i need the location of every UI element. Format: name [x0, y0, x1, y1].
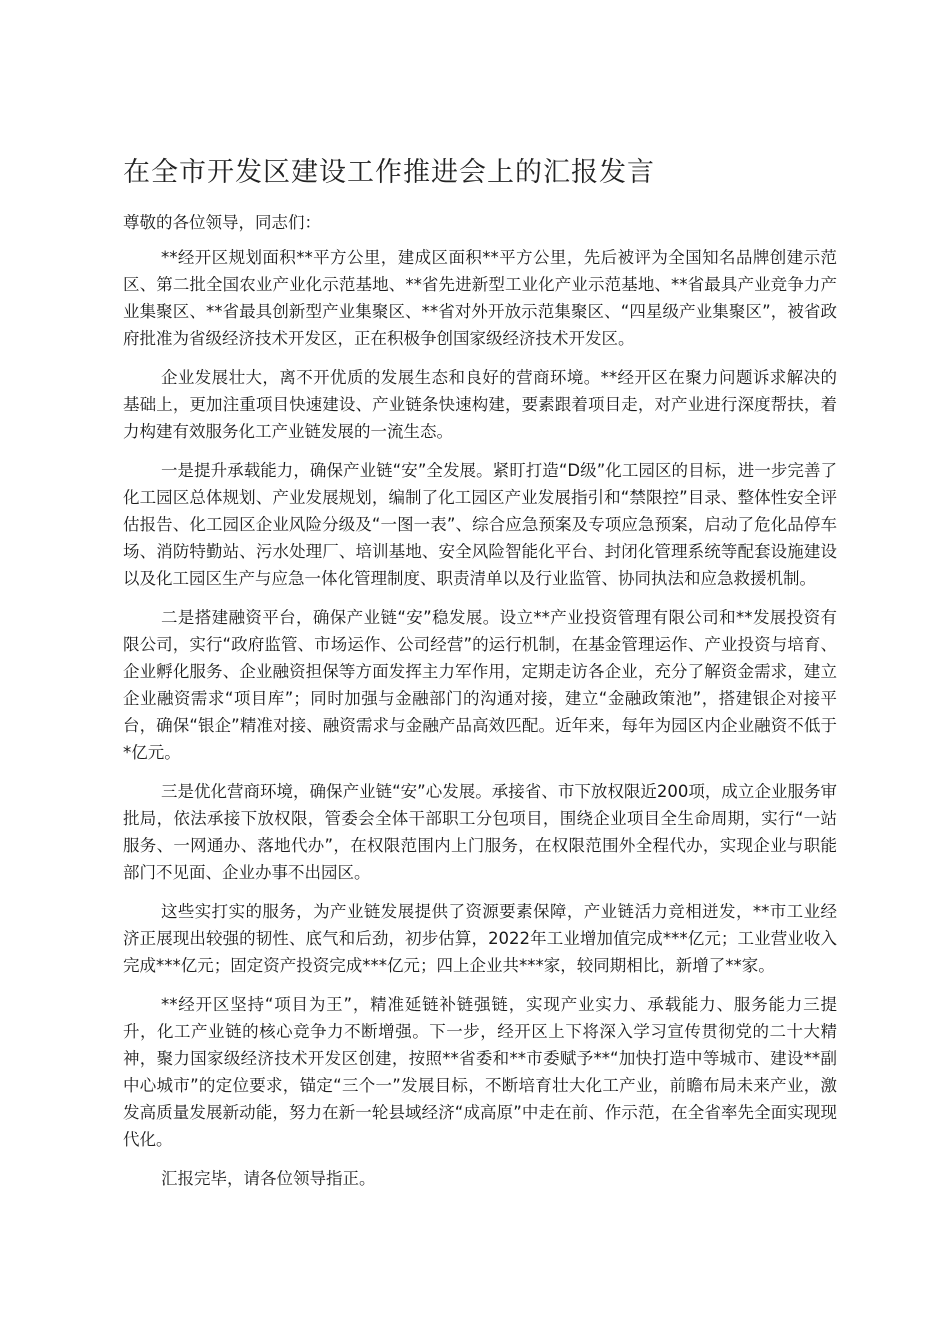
- paragraph-capacity: 一是提升承载能力，确保产业链“安”全发展。紧盯打造“D级”化工园区的目标，进一步完善了化工园区总体规划、产业发展规划，编制了化工园区产业发展指引和“禁限控”目录、整体性安全评估报告、化工园区企业风险分级及“一图一表”、综合应急预案及专项应急预案，启动了危化品停车场、消防特勤站、污水处理厂、培训基地、安全风险智能化平台、封闭化管理系统等配套设施建设以及化工园区生产与应急一体化管理制度、职责清单以及行业监管、协同执法和应急救援机制。: [123, 461, 837, 588]
- document-body: [123, 244, 837, 1204]
- paragraph-closing: 汇报完毕，请各位领导指正。: [160, 1169, 376, 1188]
- salutation: 尊敬的各位领导，同志们：: [123, 213, 321, 232]
- document-title: 在全市开发区建设工作推进会上的汇报发言: [123, 157, 655, 188]
- paragraph-results: 这些实打实的服务，为产业链发展提供了资源要素保障，产业链活力竞相迸发，**市工业经济正展现出较强的韧性、底气和后劲，初步估算，2022年工业增加值完成***亿元；工业营业收入完成***亿元；固定资产投资完成***亿元；四上企业共***家，较同期相比，新增了**家。: [123, 902, 837, 975]
- paragraph-ecology: 企业发展壮大，离不开优质的发展生态和良好的营商环境。**经开区在聚力问题诉求解决的基础上，更加注重项目快速建设、产业链条快速构建，要素跟着项目走，对产业进行深度帮扶，着力构建有效服务化工产业链发展的一流生态。: [123, 368, 837, 441]
- paragraph-financing: 二是搭建融资平台，确保产业链“安”稳发展。设立**产业投资管理有限公司和**发展投资有限公司，实行“政府监管、市场运作、公司经营”的运行机制，在基金管理运作、产业投资与培育、企业孵化服务、企业融资担保等方面发挥主力军作用，定期走访各企业，充分了解资金需求，建立企业融资需求“项目库”；同时加强与金融部门的沟通对接，建立“金融政策池”，搭建银企对接平台，确保“银企”精准对接、融资需求与金融产品高效匹配。近年来，每年为园区内企业融资不低于*亿元。: [123, 608, 837, 762]
- paragraph-business-environment: 三是优化营商环境，确保产业链“安”心发展。承接省、市下放权限近200项，成立企业服务审批局，依法承接下放权限，管委会全体干部职工分包项目，围绕企业项目全生命周期，实行“一站服务、一网通办、落地代办”，在权限范围内上门服务，在权限范围外全程代办，实现企业与职能部门不见面、企业办事不出园区。: [123, 782, 837, 882]
- paragraph-next-steps: **经开区坚持“项目为王”，精准延链补链强链，实现产业实力、承载能力、服务能力三提升，化工产业链的核心竞争力不断增强。下一步，经开区上下将深入学习宣传贯彻党的二十大精神，聚力国家级经济技术开发区创建，按照**省委和**市委赋予**“加快打造中等城市、建设**副中心城市”的定位要求，锚定“三个一”发展目标，不断培育壮大化工产业，前瞻布局未来产业，激发高质量发展新动能，努力在新一轮县域经济“成高原”中走在前、作示范，在全省率先全面实现现代化。: [123, 995, 837, 1149]
- paragraph-intro: **经开区规划面积**平方公里，建成区面积**平方公里，先后被评为全国知名品牌创建示范区、第二批全国农业产业化示范基地、**省先进新型工业化产业示范基地、**省最具产业竞争力产业集聚区、**省最具创新型产业集聚区、**省对外开放示范集聚区、“四星级产业集聚区”，被省政府批准为省级经济技术开发区，正在积极争创国家级经济技术开发区。: [123, 248, 837, 348]
